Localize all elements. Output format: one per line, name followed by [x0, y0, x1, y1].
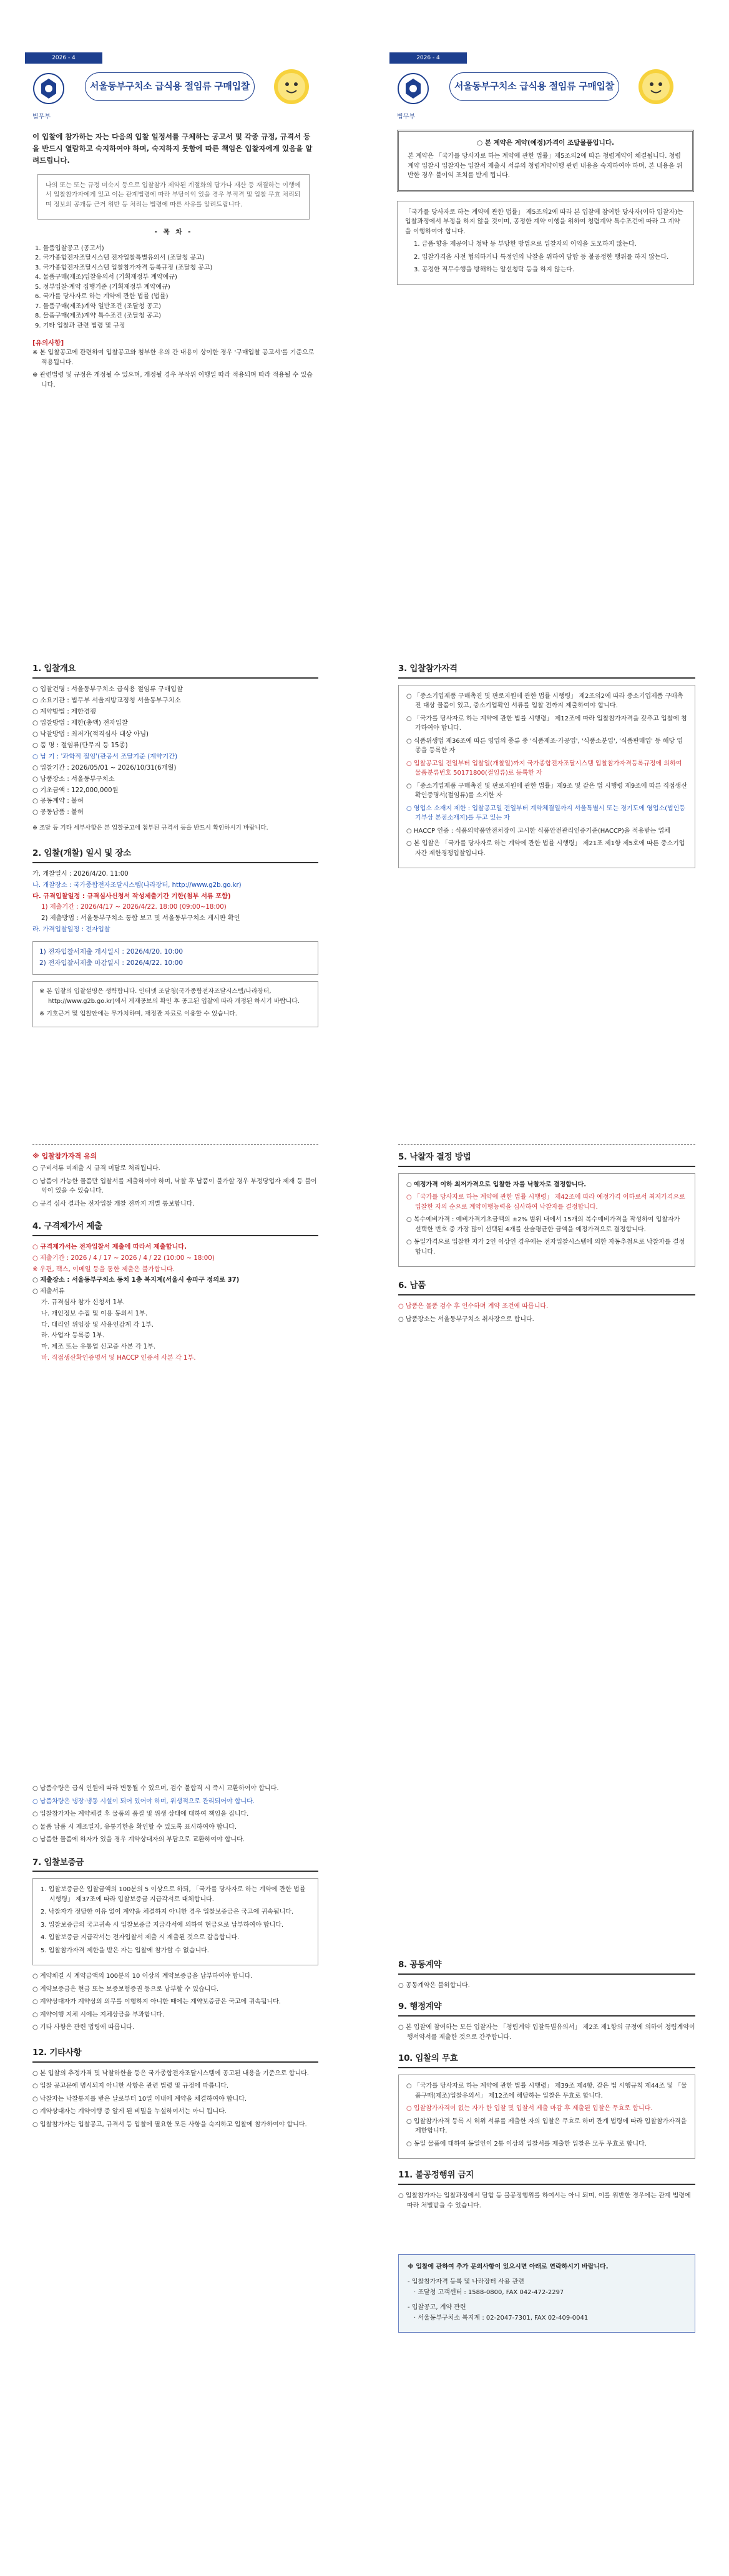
invalid-bid-box: [398, 2075, 695, 2159]
qualification-box: [398, 685, 695, 869]
contract-bond-item: ○ 계약상대자가 계약상의 의무를 이행하지 아니한 때에는 계약보증금은 국고에 귀속됩니다.: [32, 1998, 281, 2006]
misc-item: ○ 입찰 공고문에 명시되지 아니한 사항은 관련 법령 및 규정에 따릅니다.: [32, 2083, 229, 2090]
document-title: 서울동부구치소 급식용 절임류 구매입찰: [449, 72, 619, 101]
admin-contract-text: ○ 본 입찰에 참여하는 모든 입찰자는 「청렴계약 입찰특별유의서」 제2조 제1항의 규정에 의하여 청렴계약이행서약서를 제출한 것으로 간주합니다.: [398, 2024, 695, 2041]
section-5-title: 5. 낙찰자 결정 방법: [398, 1151, 695, 1167]
qualification-item: ○ HACCP 인증 : 식품의약품안전처장이 고시한 식품안전관리인증기준(HACCP)을 적용받는 업체: [406, 827, 670, 835]
sheet-4-left: [32, 1784, 318, 2557]
contract-bond-item: ○ 계약체결 시 계약금액의 100분의 10 이상의 계약보증금을 납부하여야 합니다.: [32, 1973, 253, 1980]
integrity-item: 2. 입찰가격을 사전 협의하거나 특정인의 낙찰을 위하여 담합 등 불공정한 행위를 하지 않는다.: [414, 253, 669, 261]
qual-caution-item: ○ 납품이 가능한 물품만 입찰서를 제출하여야 하며, 낙찰 후 납품이 불가할 경우 부정당업자 제재 등 불이익이 있을 수 있습니다.: [32, 1178, 317, 1195]
spec-item: 마. 제조 또는 유통업 신고증 사본 각 1부.: [41, 1344, 156, 1351]
document-title: 서울동부구치소 급식용 절임류 구매입찰: [85, 72, 255, 101]
award-item: ○ 예정가격 이하 최저가격으로 입찰한 자를 낙찰자로 결정합니다.: [406, 1181, 587, 1188]
section-8-title: 8. 공동계약: [398, 1959, 695, 1975]
ministry-emblem-icon: [393, 70, 433, 110]
qualification-item: ○ 영업소 소재지 제한 : 입찰공고일 전일부터 계약체결일까지 서울특별시 또는 경기도에 영업소(법인등기부상 본점소재지)를 두고 있는 자: [406, 805, 686, 822]
toc-item: 3. 국가종합전자조달시스템 입찰참가자격 등록규정 (조달청 공고): [35, 264, 213, 271]
schedule-item: 가. 개찰일시 : 2026/4/20. 11:00: [32, 871, 129, 878]
overview-item: ○ 공동납품 : 불허: [32, 808, 84, 816]
bid-bond-box: [32, 1878, 318, 1965]
spec-item: ※ 우편, 팩스, 이메일 등을 통한 제출은 불가합니다.: [32, 1266, 175, 1273]
bid-bond-item: 4. 입찰보증금 지급각서는 전자입찰서 제출 시 제출된 것으로 갈음합니다.: [41, 1934, 240, 1942]
integrity-contract-box: [397, 130, 694, 192]
qualification-item: ○ 입찰공고일 전일부터 입찰일(개찰일)까지 국가종합전자조달시스템 입찰참가자격등록규정에 의하여 물품분류번호 50171800(절임류)로 등록한 자: [406, 760, 682, 777]
delivery-item: ○ 납품은 물품 검수 후 인수하며 계약 조건에 따릅니다.: [398, 1303, 549, 1310]
integrity-body: 본 계약은 「국가를 당사자로 하는 계약에 관한 법률」제5조의2에 따른 청렴계약이 체결됩니다. 청렴계약 입찰시 입찰자는 입찰서 제출시 서류의 청렴계약이행 관련 내용을 숙지하여야 하며, 본 내용을 위반한 경우 불이익 조치를 받게 됩니다.: [408, 153, 683, 180]
section-1-title: 1. 입찰개요: [32, 662, 318, 679]
overview-item: ○ 소요기관 : 법무부 서울지방교정청 서울동부구치소: [32, 696, 181, 704]
schedule-item: 라. 가격입찰일정 : 전자입찰: [32, 926, 110, 934]
bid-bond-item: 1. 입찰보증금은 입찰금액의 100분의 5 이상으로 하되, 「국가를 당사자로 하는 계약에 관한 법률 시행령」 제37조에 따라 입찰보증금 지급각서로 대체합니다.: [41, 1886, 306, 1903]
qualification-item: ○ 「국가를 당사자로 하는 계약에 관한 법률 시행령」 제12조에 따라 입찰참가자격을 갖추고 입찰에 참가하여야 합니다.: [406, 715, 687, 732]
schedule-item: 나. 개찰장소 : 국가종합전자조달시스템(나라장터, http://www.g2b.go.kr): [32, 881, 242, 889]
section-4-title: 4. 구격제가서 제출: [32, 1220, 318, 1236]
contact-intro: ※ 입찰에 관하여 추가 문의사항이 있으시면 아래로 연락하시기 바랍니다.: [408, 2264, 609, 2271]
spec-item: ○ 제출기간 : 2026 / 4 / 17 ~ 2026 / 4 / 22 (10:00 ~ 18:00): [32, 1254, 215, 1262]
overview-item: ○ 기초금액 : 122,000,000원: [32, 786, 119, 794]
contact-box: [398, 2254, 695, 2333]
caution-item: ※ 본 입찰공고에 관련하여 입찰공고와 첨부한 유의 간 내용이 상이한 경우 '구매입찰 공고서'를 기준으로 적용됩니다.: [32, 349, 315, 366]
overview-item: ○ 공동계약 : 불허: [32, 797, 84, 805]
overview-item: ○ 입찰기간 : 2026/05/01 ~ 2026/10/31(6개월): [32, 763, 177, 772]
header: [25, 52, 340, 121]
sheet-2: [377, 0, 717, 655]
contact-item: · 서울동부구치소 복지계 : 02-2047-7301, FAX 02-409-0041: [414, 2315, 589, 2322]
integrity-item: 1. 금품·향응 제공이나 청탁 등 부당한 방법으로 입찰자의 이익을 도모하지 않는다.: [414, 241, 637, 248]
delivery-note: ○ 납품한 물품에 하자가 있을 경우 계약상대자의 부담으로 교환하여야 합니다.: [32, 1836, 245, 1843]
sheet-1-body: [32, 662, 318, 1099]
notice-text: 나의 또는 또는 규정 미숙지 등으로 입찰참가 제약된 계절화의 답가나 재산 등 재결하는 이행에서 입찰참가자에게 있고 이는 관계법령에 따라 부당이익 있을 경우 부적격 및 입찰 무효 처리되며 정보의 공개등 근거 위반 등 처리는 법령에 따른 사유를 알려드립니다.: [46, 182, 301, 208]
qual-caution-item: ○ 규격 심사 결과는 전자입찰 개찰 전까지 개별 통보합니다.: [32, 1200, 195, 1208]
header-strip: 2026 - 4: [25, 52, 102, 64]
integrity-item: 「국가를 당사자로 하는 계약에 관한 법률」 제5조의2에 따라 본 입찰에 참여한 당사자(이하 입찰자)는 입찰과정에서 부정을 하지 않을 것이며, 공정한 계약 이행을 위하여 청렴계약 특수조건에 따라 그 계약을 이행하여야 합니다.: [405, 208, 683, 235]
section-2-title: 2. 입찰(개찰) 일시 및 장소: [32, 847, 318, 863]
toc-item: 8. 물품구매(제조)계약 특수조건 (조달청 공고): [35, 312, 162, 320]
section-3-title: 3. 입찰참가자격: [398, 662, 695, 679]
qual-caution-title: ※ 입찰참가자격 유의: [32, 1152, 97, 1160]
qualification-item: ○ 식품위생법 제36조에 따른 영업의 종류 중 '식품제조·가공업', '식품소분업', '식품판매업' 등 해당 업종을 등록한 자: [406, 737, 683, 755]
delivery-note: ○ 납품차량은 냉장·냉동 시설이 되어 있어야 하며, 위생적으로 관리되어야 합니다.: [32, 1798, 255, 1805]
toc-item: 7. 물품구매(제조)계약 일반조건 (조달청 공고): [35, 303, 162, 310]
toc-list: [32, 244, 315, 331]
award-item: ○ 「국가를 당사자로 하는 계약에 관한 법률 시행령」 제42조에 따라 예정가격 이하로서 최저가격으로 입찰한 자의 순으로 계약이행능력을 심사하여 낙찰자를 결정합니다.: [406, 1194, 685, 1211]
spec-item: ○ 규격제가서는 전자입찰서 제출에 따라서 제출합니다.: [32, 1243, 187, 1251]
bid-bond-item: 5. 입찰참가자격 제한을 받은 자는 입찰에 참가할 수 없습니다.: [41, 1947, 209, 1954]
bid-window-item: 2) 전자입찰서제출 마감일시 : 2026/4/22. 10:00: [39, 959, 183, 967]
bid-window-box: [32, 941, 318, 976]
award-item: ○ 동일가격으로 입찰한 자가 2인 이상인 경우에는 전자입찰시스템에 의한 자동추첨으로 낙찰자를 결정합니다.: [406, 1239, 685, 1256]
sheet-3-right: [398, 1135, 695, 1609]
toc-item: 1. 물품입찰공고 (공고서): [35, 245, 104, 252]
qualification-item: ○ 본 입찰은 「국가를 당사자로 하는 계약에 관한 법률 시행령」 제21조 제1항 제5호에 따른 중소기업자간 제한경쟁입찰입니다.: [406, 840, 685, 857]
contract-bond-item: ○ 계약보증금은 현금 또는 보증보험증권 등으로 납부할 수 있습니다.: [32, 1985, 219, 1993]
ministry-name: 법무부: [32, 114, 51, 120]
caution-item: ※ 관련법령 및 규정은 개정될 수 있으며, 개정될 경우 무작위 이행일 따라 적용되며 따라 적용될 수 있습니다.: [32, 372, 313, 389]
section-9-title: 9. 행정계약: [398, 2000, 695, 2017]
award-item: ○ 복수예비가격 : 예비가격기초금액의 ±2% 범위 내에서 15개의 복수예비가격을 작성하여 입찰자가 선택한 번호 중 가장 많이 선택된 4개를 산술평균한 금액을 예정가격으로 결정합니다.: [406, 1216, 680, 1233]
unfair-practice-text: ○ 입찰참가자는 입찰과정에서 담합 등 불공정행위를 하여서는 아니 되며, 이를 위반한 경우에는 관계 법령에 따라 처벌받을 수 있습니다.: [398, 2192, 691, 2209]
spec-item: 라. 사업자 등록증 1부.: [41, 1332, 105, 1340]
section-12-title: 12. 기타사항: [32, 2046, 318, 2063]
section-2-list: [32, 869, 318, 935]
delivery-note: ○ 납품수량은 급식 인원에 따라 변동될 수 있으며, 검수 불합격 시 즉시 교환하여야 합니다.: [32, 1785, 279, 1792]
sheet-2-body: [398, 662, 695, 1124]
overview-item: ○ 납 기 : '과학적 절임'(관공서 조달기준 (계약기간): [32, 752, 178, 760]
section-12-list: [32, 2069, 318, 2130]
misc-item: ○ 계약상대자는 계약이행 중 알게 된 비밀을 누설하여서는 아니 됩니다.: [32, 2108, 227, 2116]
bid-window-item: 1) 전자입찰서제출 개시일시 : 2026/4/20. 10:00: [39, 947, 183, 956]
overview-item: ○ 계약방법 : 제한경쟁: [32, 707, 96, 715]
contract-bond-item: ○ 계약이행 지체 시에는 지체상금을 부과합니다.: [32, 2011, 165, 2018]
qualification-item: ○ 「중소기업제품 구매촉진 및 판로지원에 관한 법률」제9조 및 같은 법 시행령 제9조에 따른 직접생산확인증명서(절임류)를 소지한 자: [406, 782, 687, 800]
misc-item: ○ 낙찰자는 낙찰통지를 받은 날로부터 10일 이내에 계약을 체결하여야 합니다.: [32, 2095, 247, 2103]
invalid-bid-item: ○ 입찰참가자격이 없는 자가 한 입찰 및 입찰서 제출 마감 후 제출된 입찰은 무효로 합니다.: [406, 2105, 653, 2113]
intro-text: 이 입찰에 참가하는 자는 다음의 입찰 일정서를 구체하는 공고서 및 각종 규정, 규격서 등을 반드시 열람하고 숙지하여야 하며, 숙지하지 못함에 따른 책임은 입찰자에게 있음을 알려드립니다.: [32, 132, 313, 165]
spec-item: ○ 제출서류: [32, 1288, 65, 1295]
bid-notes-box: [32, 981, 318, 1027]
section-divider: [32, 1144, 318, 1145]
delivery-item: ○ 납품장소는 서울동부구치소 취사장으로 합니다.: [398, 1315, 534, 1323]
mascot-badge-icon: [637, 67, 675, 106]
header: [389, 52, 717, 121]
schedule-item: 다. 규격입찰일정 : 규격심사신청서 작성제출기간 기한(첨부 서류 포함): [32, 893, 231, 900]
toc-item: 4. 물품구매(제조)입찰유의서 (기획재정부 계약예규): [35, 274, 177, 281]
ministry-emblem-icon: [29, 70, 69, 110]
contact-item: · 조달청 고객센터 : 1588-0800, FAX 042-472-2297: [414, 2289, 564, 2297]
overview-item: ○ 입찰방법 : 제한(총액) 전자입찰: [32, 719, 128, 727]
invalid-bid-item: ○ 입찰참가자격 등록 시 허위 서류를 제출한 자의 입찰은 무효로 하며 관계 법령에 따라 입찰참가자격을 제한합니다.: [406, 2118, 687, 2135]
bid-bond-item: 3. 입찰보증금의 국고귀속 시 입찰보증금 지급각서에 의하여 현금으로 납부하여야 합니다.: [41, 1921, 284, 1929]
invalid-bid-item: ○ 동일 물품에 대하여 동일인이 2통 이상의 입찰서를 제출한 입찰은 모두 무효로 합니다.: [406, 2140, 647, 2147]
delivery-note: ○ 입찰참가자는 계약체결 후 물품의 품질 및 위생 상태에 대하여 책임을 집니다.: [32, 1811, 249, 1818]
ministry-name: 법무부: [397, 114, 415, 120]
delivery-notes: [32, 1784, 318, 1845]
award-method-box: [398, 1173, 695, 1267]
qual-caution-item: ○ 구비서류 미제출 시 규격 미달로 처리됩니다.: [32, 1165, 160, 1173]
overview-item: ○ 낙찰방법 : 최저가(적격심사 대상 아님): [32, 730, 149, 738]
section-7-title: 7. 입찰보증금: [32, 1856, 318, 1872]
section-11-title: 11. 불공정행위 금지: [398, 2169, 695, 2185]
contact-item: - 입찰공고, 계약 관련: [408, 2303, 466, 2311]
sheet-4-right: [398, 1959, 695, 2545]
toc-item: 6. 국가를 당사자로 하는 계약에 관한 법률 (법률): [35, 293, 169, 301]
spec-item: 나. 개인정보 수집 및 이용 동의서 1부.: [41, 1310, 148, 1317]
toc-title: - 목 차 -: [154, 228, 193, 236]
contract-bond-item: ○ 기타 사항은 관련 법령에 따릅니다.: [32, 2024, 135, 2031]
misc-item: ○ 입찰참가자는 입찰공고, 규격서 등 입찰에 필요한 모든 사항을 숙지하고 입찰에 참가하여야 합니다.: [32, 2121, 307, 2128]
notice-box: [37, 174, 310, 220]
toc-item: 2. 국가종합전자조달시스템 전자입찰특별유의서 (조달청 공고): [35, 254, 205, 262]
caution-heading: [유의사항]: [32, 339, 64, 347]
bid-bond-item: 2. 낙찰자가 정당한 이유 없이 계약을 체결하지 아니한 경우 입찰보증금은 국고에 귀속됩니다.: [41, 1909, 294, 1916]
spec-item: 바. 직접생산확인증명서 및 HACCP 인증서 사본 각 1부.: [41, 1355, 196, 1362]
schedule-item: 1) 제출기간 : 2026/4/17 ~ 2026/4/22. 18:00 (09:00~18:00): [41, 904, 227, 911]
bid-note: ※ 기호근거 및 입찰안에는 무가치하며, 재정관 자료로 이용할 수 있습니다.: [39, 1010, 237, 1017]
schedule-item: 2) 제출방법 : 서울동부구치소 통합 보고 및 서울동부구치소 게시판 확인: [41, 915, 240, 922]
qualification-item: ○ 「중소기업제품 구매촉진 및 판로지원에 관한 법률 시행령」 제2조의2에 따라 중소기업제품 구매촉진 대상 물품이 있고, 중소기업확인 서류를 입찰 전까지 제출하여야 합니다.: [406, 692, 683, 710]
toc-item: 5. 정부입찰·계약 집행기준 (기획재정부 계약예규): [35, 283, 170, 291]
section-10-title: 10. 입찰의 무효: [398, 2052, 695, 2068]
section-6-list: [398, 1302, 695, 1324]
overview-item: ○ 품 명 : 절임류(단무지 등 15종): [32, 741, 128, 749]
qual-caution-list: [32, 1164, 318, 1209]
section-6-title: 6. 납품: [398, 1279, 695, 1295]
integrity-items-box: [397, 201, 694, 285]
header-strip: 2026 - 4: [389, 52, 467, 64]
contract-bond-list: [32, 1972, 318, 2033]
mascot-badge-icon: [272, 67, 311, 106]
misc-item: ○ 본 입찰의 추정가격 및 낙찰하한율 등은 국가종합전자조달시스템에 공고된 내용을 기준으로 합니다.: [32, 2070, 309, 2077]
overview-item: ○ 입찰건명 : 서울동부구치소 급식용 절임류 구매입찰: [32, 685, 183, 693]
bid-note: ※ 본 입찰의 입찰설명은 생략합니다. 인터넷 조달청(국가종합전자조달시스템/나라장터, http://www.g2b.go.kr)에서 게재공보의 확인 후 공고된 입찰에 따라 개정된 하시기 바랍니다.: [39, 988, 300, 1005]
spec-item: 가. 규격심사 참가 신청서 1부.: [41, 1299, 125, 1307]
spec-item: 다. 대리인 위임장 및 사용인감계 각 1부.: [41, 1321, 154, 1329]
sheet-1: [12, 0, 340, 655]
delivery-note: ○ 물품 납품 시 제조일자, 유통기한을 확인할 수 있도록 표시하여야 합니다.: [32, 1823, 237, 1831]
toc-item: 9. 기타 입찰과 관련 법령 및 규정: [35, 322, 125, 329]
integrity-item: 3. 공정한 직무수행을 방해하는 알선청탁 등을 하지 않는다.: [414, 266, 575, 274]
section-4-list: [32, 1242, 318, 1363]
invalid-bid-item: ○ 「국가를 당사자로 하는 계약에 관한 법률 시행령」 제39조 제4항, 같은 법 시행규칙 제44조 및 「물품구매(제조)입찰유의서」 제12조에 해당하는 입찰은 무효로 합니다.: [406, 2083, 687, 2099]
section-1-list: [32, 685, 318, 818]
joint-contract-text: ○ 공동계약은 불허합니다.: [398, 1982, 470, 1989]
contact-item: - 입찰참가자격 등록 및 나라장터 사용 관련: [408, 2278, 524, 2285]
overview-item: ○ 납품장소 : 서울동부구치소: [32, 775, 115, 783]
spec-item: ○ 제출장소 : 서울동부구치소 동치 1층 복지계(서울시 송파구 정의로 37): [32, 1277, 240, 1284]
integrity-title: ○ 본 계약은 계약(예정)가격이 조달물품입니다.: [477, 139, 614, 147]
section-divider: [398, 1144, 695, 1145]
sheet-3-left: [32, 1135, 318, 1609]
overview-note: ※ 조달 등 기타 세부사항은 본 입찰공고에 첨부된 규격서 등을 반드시 확인하시기 바랍니다.: [32, 825, 268, 832]
